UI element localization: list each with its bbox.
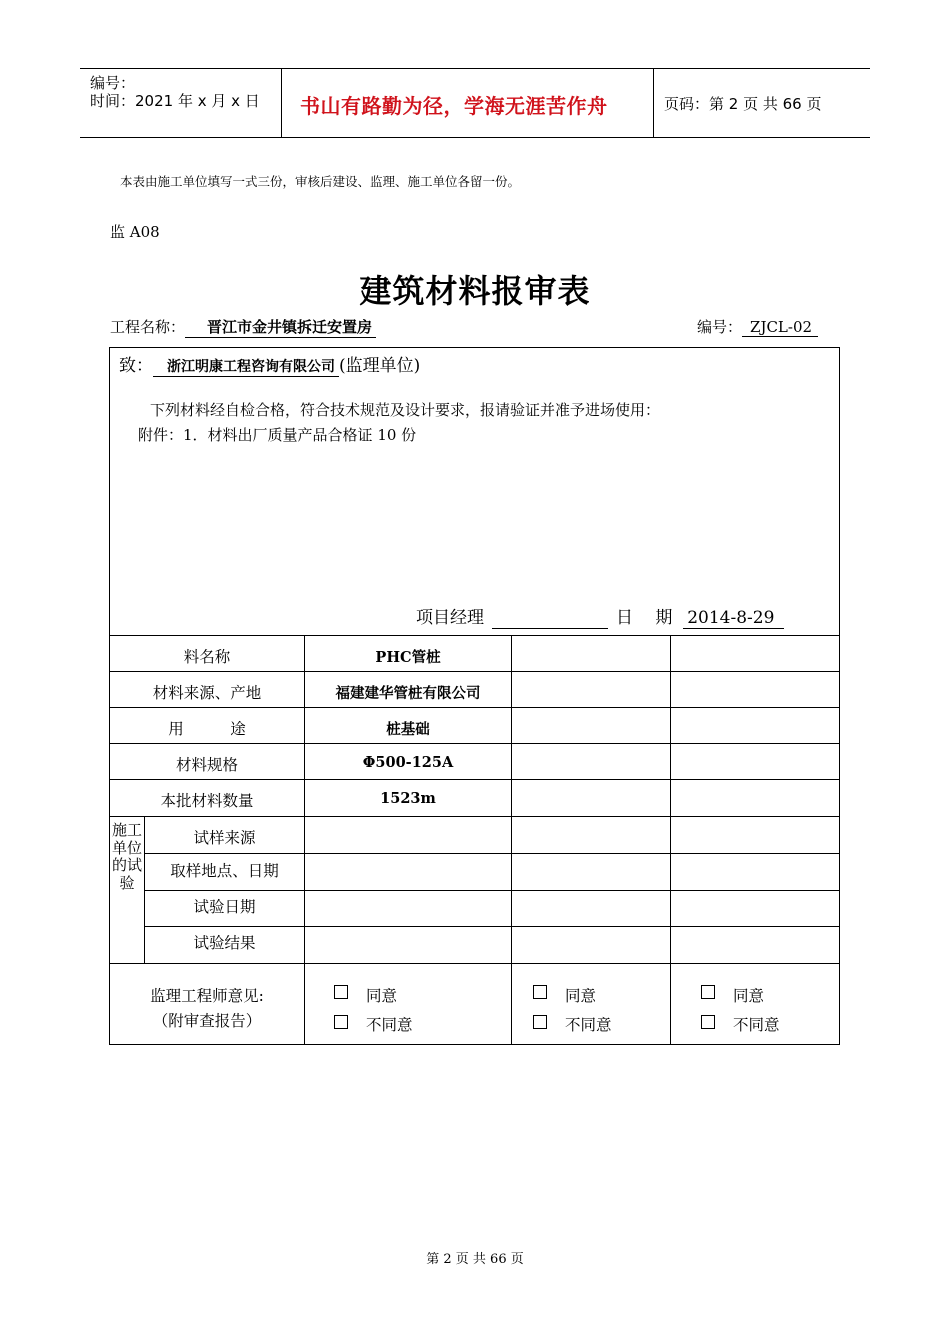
test-row-test-date: 试验日期	[193, 898, 256, 916]
row-value-source: 福建建华管桩有限公司	[335, 685, 481, 702]
header-time-label: 时间：2021 年 x 月 x 日	[90, 92, 260, 110]
row-label-source: 材料来源、产地	[152, 684, 262, 702]
table-rule	[109, 816, 840, 817]
agree-label: 同意	[733, 987, 765, 1005]
table-rule	[109, 963, 840, 964]
agree-checkbox[interactable]	[701, 985, 715, 999]
agree-label: 同意	[565, 987, 597, 1005]
row-label-quantity: 本批材料数量	[160, 792, 254, 810]
doc-number-line	[697, 316, 818, 337]
doc-number-label: 编号：	[697, 318, 743, 336]
table-rule	[144, 926, 840, 927]
header-number-label: 编号：	[90, 74, 136, 92]
table-rule	[109, 635, 840, 636]
manager-label: 项目经理	[416, 608, 484, 628]
project-name-line	[110, 316, 376, 338]
table-rule	[511, 635, 512, 1045]
row-value-material-name: PHC管桩	[375, 649, 441, 666]
row-label-material-name: 料名称	[183, 648, 231, 666]
page-title: 建筑材料报审表	[359, 272, 591, 310]
disagree-label: 不同意	[733, 1016, 780, 1034]
project-name-value: 晋江市金井镇拆迁安置房	[185, 316, 376, 338]
agree-checkbox[interactable]	[334, 985, 348, 999]
disagree-checkbox[interactable]	[701, 1015, 715, 1029]
opinion-label: 监理工程师意见:	[150, 987, 264, 1005]
table-rule	[109, 671, 840, 672]
header-divider	[281, 69, 282, 137]
attachment-text: 附件：1．材料出厂质量产品合格证 10 份	[138, 426, 417, 444]
table-rule	[109, 743, 840, 744]
addressee-prefix: 致：	[119, 356, 153, 376]
row-value-spec: Φ500-125A	[362, 754, 454, 771]
row-label-spec: 材料规格	[175, 756, 238, 774]
table-rule	[144, 853, 840, 854]
agree-label: 同意	[366, 987, 398, 1005]
header-divider	[653, 69, 654, 137]
request-text: 下列材料经自检合格，符合技术规范及设计要求，报请验证并准予进场使用：	[150, 401, 661, 419]
doc-number-value: ZJCL-02	[742, 318, 818, 337]
disagree-label: 不同意	[565, 1016, 612, 1034]
test-section-label: 施工单位的试验	[111, 821, 142, 892]
table-rule	[670, 635, 671, 1045]
table-rule	[144, 890, 840, 891]
date-value: 2014-8-29	[683, 608, 784, 629]
form-note: 本表由施工单位填写一式三份，审核后建设、监理、施工单位各留一份。	[120, 174, 521, 189]
header-page-label: 页码：第 2 页 共 66 页	[664, 95, 822, 113]
row-value-quantity: 1523m	[380, 790, 436, 807]
disagree-checkbox[interactable]	[533, 1015, 547, 1029]
addressee-suffix: (监理单位)	[339, 356, 421, 376]
test-row-sampling-place-date: 取样地点、日期	[170, 862, 279, 880]
project-name-label: 工程名称：	[110, 318, 186, 336]
header-motto: 书山有路勤为径，学海无涯苦作舟	[300, 94, 608, 118]
form-code: 监 A08	[110, 223, 160, 241]
disagree-checkbox[interactable]	[334, 1015, 348, 1029]
date-label: 日 期	[616, 608, 673, 628]
table-rule	[109, 779, 840, 780]
manager-signature-line	[416, 603, 784, 629]
disagree-label: 不同意	[366, 1016, 413, 1034]
addressee-org: 浙江明康工程咨询有限公司	[153, 356, 339, 377]
agree-checkbox[interactable]	[533, 985, 547, 999]
table-rule	[109, 707, 840, 708]
opinion-sub-label: （附审查报告）	[152, 1012, 262, 1030]
manager-signature-blank	[492, 610, 608, 629]
test-row-sample-source: 试样来源	[193, 829, 256, 847]
row-value-usage: 桩基础	[386, 721, 430, 738]
page-footer: 第 2 页 共 66 页	[426, 1252, 524, 1267]
test-row-test-result: 试验结果	[193, 934, 256, 952]
row-label-usage: 用 途	[168, 720, 246, 738]
addressee-line	[119, 351, 420, 377]
